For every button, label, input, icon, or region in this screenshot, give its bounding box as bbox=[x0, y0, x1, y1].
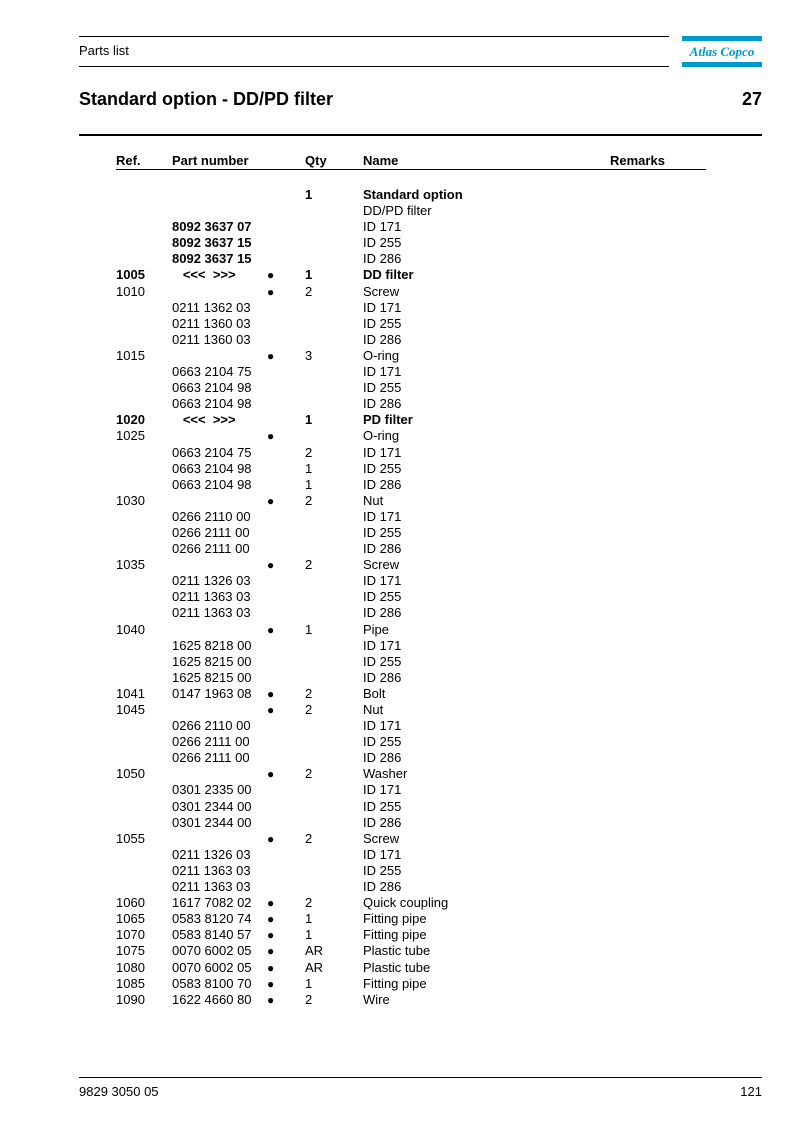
name-cell: Fitting pipe bbox=[363, 975, 427, 991]
name-cell: ID 286 bbox=[363, 396, 402, 412]
table-row bbox=[0, 686, 800, 702]
name-cell: ID 286 bbox=[363, 750, 402, 766]
table-row bbox=[0, 396, 800, 412]
part-number-cell: 0663 2104 98 bbox=[172, 380, 252, 396]
part-number-cell: 1625 8215 00 bbox=[172, 653, 252, 669]
qty-cell: 2 bbox=[305, 895, 313, 911]
part-number-cell: 8092 3637 15 bbox=[172, 251, 252, 267]
table-row bbox=[0, 847, 800, 863]
table-row bbox=[0, 702, 800, 718]
part-number-cell: 0266 2111 00 bbox=[172, 734, 250, 750]
name-cell: ID 286 bbox=[363, 605, 402, 621]
table-row bbox=[0, 380, 800, 396]
ref-cell: 1030 bbox=[116, 492, 145, 508]
column-header-name: Name bbox=[363, 153, 399, 168]
qty-cell: AR bbox=[305, 959, 324, 975]
part-number-cell: 0301 2344 00 bbox=[172, 814, 252, 830]
ref-cell: 1050 bbox=[116, 766, 145, 782]
part-number-cell: 0211 1363 03 bbox=[172, 879, 251, 895]
qty-cell: 1 bbox=[305, 975, 313, 991]
name-cell: ID 171 bbox=[363, 299, 402, 315]
part-number-cell: 0583 8100 70 bbox=[172, 975, 252, 991]
name-cell: ID 171 bbox=[363, 718, 402, 734]
part-number-cell: 0211 1360 03 bbox=[172, 315, 251, 331]
name-cell: ID 286 bbox=[363, 476, 402, 492]
column-header-part-number: Part number bbox=[172, 153, 249, 168]
name-cell: ID 171 bbox=[363, 364, 402, 380]
table-row bbox=[0, 541, 800, 557]
qty-cell: 3 bbox=[305, 347, 313, 363]
part-number-cell: 0070 6002 05 bbox=[172, 959, 252, 975]
name-cell: ID 255 bbox=[363, 315, 402, 331]
qty-cell: 1 bbox=[305, 460, 313, 476]
name-cell: ID 286 bbox=[363, 331, 402, 347]
name-cell: Plastic tube bbox=[363, 943, 431, 959]
name-cell: O-ring bbox=[363, 347, 400, 363]
part-number-cell: 0070 6002 05 bbox=[172, 943, 252, 959]
table-row bbox=[0, 799, 800, 815]
name-cell: ID 255 bbox=[363, 734, 402, 750]
table-row bbox=[0, 960, 800, 976]
name-cell: Standard option bbox=[363, 187, 463, 202]
document-number: 9829 3050 05 bbox=[79, 1084, 159, 1099]
ref-cell: 1040 bbox=[116, 621, 145, 637]
table-row bbox=[0, 895, 800, 911]
name-cell: ID 255 bbox=[363, 653, 402, 669]
parts-table bbox=[0, 187, 800, 1008]
table-row bbox=[0, 557, 800, 573]
bullet-marker: ● bbox=[267, 348, 275, 363]
name-cell: Quick coupling bbox=[363, 895, 449, 911]
bullet-marker: ● bbox=[267, 703, 275, 717]
header-label: Parts list bbox=[79, 43, 129, 58]
table-row bbox=[0, 927, 800, 943]
bullet-marker: ● bbox=[267, 767, 275, 782]
bullet-marker: ● bbox=[267, 686, 275, 701]
ref-cell: 1035 bbox=[116, 557, 145, 573]
table-row bbox=[0, 348, 800, 364]
part-number-cell: 0211 1363 03 bbox=[172, 862, 251, 878]
table-row bbox=[0, 235, 800, 251]
table-row bbox=[0, 911, 800, 927]
part-number-cell: 0663 2104 98 bbox=[172, 460, 252, 476]
name-cell: PD filter bbox=[363, 412, 413, 428]
qty-cell: 2 bbox=[305, 685, 313, 701]
qty-cell: 1 bbox=[305, 267, 313, 283]
qty-cell: 2 bbox=[305, 830, 313, 846]
bullet-marker: ● bbox=[267, 622, 275, 637]
part-number-cell: <<< >>> bbox=[172, 412, 236, 428]
name-cell: ID 171 bbox=[363, 846, 402, 862]
atlas-copco-logo bbox=[682, 36, 762, 67]
name-cell: O-ring bbox=[363, 428, 400, 444]
part-number-cell: 0266 2110 00 bbox=[172, 718, 251, 734]
part-number-cell: 0211 1326 03 bbox=[172, 846, 251, 862]
bullet-marker: ● bbox=[267, 268, 275, 283]
qty-cell: 1 bbox=[305, 927, 313, 943]
header-rule-top bbox=[79, 36, 669, 37]
ref-cell: 1060 bbox=[116, 895, 145, 911]
qty-cell: 2 bbox=[305, 283, 313, 299]
ref-cell: 1085 bbox=[116, 975, 145, 991]
table-row bbox=[0, 251, 800, 267]
part-number-cell: 1622 4660 80 bbox=[172, 991, 252, 1007]
table-row bbox=[0, 267, 800, 283]
name-cell: ID 255 bbox=[363, 235, 402, 251]
ref-cell: 1055 bbox=[116, 830, 145, 846]
table-row bbox=[0, 670, 800, 686]
qty-cell: 2 bbox=[305, 557, 313, 573]
table-row bbox=[0, 992, 800, 1008]
name-cell: Pipe bbox=[363, 621, 390, 637]
name-cell: Wire bbox=[363, 991, 390, 1007]
name-cell: ID 286 bbox=[363, 814, 402, 830]
table-row bbox=[0, 863, 800, 879]
bullet-marker: ● bbox=[267, 976, 275, 991]
ref-cell: 1020 bbox=[116, 412, 145, 428]
name-cell: Screw bbox=[363, 830, 400, 846]
name-cell: ID 255 bbox=[363, 380, 402, 396]
bullet-marker: ● bbox=[267, 429, 275, 444]
qty-cell: 1 bbox=[305, 412, 313, 428]
name-cell: ID 171 bbox=[363, 637, 402, 653]
name-cell: Washer bbox=[363, 766, 408, 782]
table-row bbox=[0, 284, 800, 300]
bullet-marker: ● bbox=[267, 558, 275, 573]
name-cell: Fitting pipe bbox=[363, 927, 427, 943]
page-title: Standard option - DD/PD filter bbox=[79, 89, 333, 109]
name-cell: DD/PD filter bbox=[363, 203, 432, 219]
name-cell: ID 171 bbox=[363, 508, 402, 524]
table-row bbox=[0, 445, 800, 461]
table-row bbox=[0, 879, 800, 895]
ref-cell: 1070 bbox=[116, 927, 145, 943]
table-row bbox=[0, 976, 800, 992]
name-cell: Screw bbox=[363, 557, 400, 573]
name-cell: ID 255 bbox=[363, 862, 402, 878]
svg-text:Atlas Copco: Atlas Copco bbox=[689, 44, 755, 59]
table-row bbox=[0, 589, 800, 605]
name-cell: ID 255 bbox=[363, 589, 402, 605]
ref-cell: 1080 bbox=[116, 959, 145, 975]
table-row bbox=[0, 332, 800, 348]
part-number-cell: 0211 1363 03 bbox=[172, 589, 251, 605]
name-cell: ID 255 bbox=[363, 524, 402, 540]
part-number-cell: 0211 1362 03 bbox=[172, 299, 251, 315]
part-number-cell: 8092 3637 07 bbox=[172, 219, 252, 235]
ref-cell: 1041 bbox=[116, 685, 145, 701]
name-cell: ID 286 bbox=[363, 669, 402, 685]
title-rule bbox=[79, 134, 762, 136]
name-cell: ID 286 bbox=[363, 879, 402, 895]
name-cell: Nut bbox=[363, 492, 384, 508]
part-number-cell: 0266 2111 00 bbox=[172, 541, 250, 557]
name-cell: ID 255 bbox=[363, 460, 402, 476]
table-row bbox=[0, 493, 800, 509]
ref-cell: 1005 bbox=[116, 267, 145, 283]
ref-cell: 1075 bbox=[116, 943, 145, 959]
name-cell: ID 171 bbox=[363, 444, 402, 460]
table-row bbox=[0, 815, 800, 831]
bullet-marker: ● bbox=[267, 831, 275, 846]
table-row bbox=[0, 573, 800, 589]
part-number-cell: 0211 1363 03 bbox=[172, 605, 251, 621]
name-cell: ID 171 bbox=[363, 219, 402, 235]
bullet-marker: ● bbox=[267, 944, 275, 959]
column-header-rule bbox=[116, 169, 706, 170]
table-row bbox=[0, 831, 800, 847]
table-row bbox=[0, 622, 800, 638]
section-number: 27 bbox=[741, 89, 762, 109]
part-number-cell: 0211 1360 03 bbox=[172, 331, 251, 347]
page-number: 121 bbox=[740, 1084, 762, 1099]
table-row bbox=[0, 316, 800, 332]
table-row bbox=[0, 187, 800, 203]
table-row bbox=[0, 525, 800, 541]
part-number-cell: 0266 2111 00 bbox=[172, 750, 250, 766]
name-cell: ID 171 bbox=[363, 573, 402, 589]
name-cell: Bolt bbox=[363, 685, 386, 701]
qty-cell: 2 bbox=[305, 702, 313, 717]
bullet-marker: ● bbox=[267, 960, 275, 975]
qty-cell: 1 bbox=[305, 621, 313, 637]
table-row bbox=[0, 461, 800, 477]
part-number-cell: 0147 1963 08 bbox=[172, 685, 252, 701]
bullet-marker: ● bbox=[267, 992, 275, 1007]
column-header-remarks: Remarks bbox=[610, 153, 665, 168]
ref-cell: 1065 bbox=[116, 911, 145, 927]
bullet-marker: ● bbox=[267, 896, 275, 911]
part-number-cell: 0663 2104 75 bbox=[172, 444, 252, 460]
name-cell: Nut bbox=[363, 702, 384, 717]
qty-cell: 1 bbox=[305, 911, 313, 927]
table-row bbox=[0, 300, 800, 316]
qty-cell: 2 bbox=[305, 991, 313, 1007]
table-row bbox=[0, 766, 800, 782]
part-number-cell: 1617 7082 02 bbox=[172, 895, 252, 911]
qty-cell: 2 bbox=[305, 766, 313, 782]
table-row bbox=[0, 734, 800, 750]
name-cell: ID 171 bbox=[363, 782, 402, 798]
table-row bbox=[0, 219, 800, 235]
part-number-cell: 0301 2344 00 bbox=[172, 798, 252, 814]
table-row bbox=[0, 782, 800, 798]
part-number-cell: 0663 2104 98 bbox=[172, 476, 252, 492]
qty-cell: 2 bbox=[305, 492, 313, 508]
qty-cell: AR bbox=[305, 943, 324, 959]
name-cell: Screw bbox=[363, 283, 400, 299]
bullet-marker: ● bbox=[267, 493, 275, 508]
ref-cell: 1025 bbox=[116, 428, 145, 444]
name-cell: ID 255 bbox=[363, 798, 402, 814]
column-header-ref: Ref. bbox=[116, 153, 141, 168]
bullet-marker: ● bbox=[267, 928, 275, 943]
part-number-cell: 0663 2104 98 bbox=[172, 396, 252, 412]
table-row bbox=[0, 943, 800, 959]
part-number-cell: <<< >>> bbox=[172, 267, 236, 283]
header-rule-bottom bbox=[79, 66, 669, 67]
ref-cell: 1090 bbox=[116, 991, 145, 1007]
part-number-cell: 0663 2104 75 bbox=[172, 364, 252, 380]
table-row bbox=[0, 412, 800, 428]
table-row bbox=[0, 203, 800, 219]
part-number-cell: 0583 8140 57 bbox=[172, 927, 252, 943]
bullet-marker: ● bbox=[267, 284, 275, 299]
table-row bbox=[0, 718, 800, 734]
table-row bbox=[0, 605, 800, 621]
ref-cell: 1010 bbox=[116, 283, 145, 299]
name-cell: ID 286 bbox=[363, 541, 402, 557]
qty-cell: 2 bbox=[305, 444, 313, 460]
name-cell: DD filter bbox=[363, 267, 414, 283]
name-cell: Plastic tube bbox=[363, 959, 431, 975]
qty-cell: 1 bbox=[305, 476, 313, 492]
name-cell: ID 286 bbox=[363, 251, 402, 267]
part-number-cell: 0266 2110 00 bbox=[172, 508, 251, 524]
bullet-marker: ● bbox=[267, 912, 275, 927]
name-cell: Fitting pipe bbox=[363, 911, 427, 927]
part-number-cell: 0211 1326 03 bbox=[172, 573, 251, 589]
part-number-cell: 0583 8120 74 bbox=[172, 911, 252, 927]
table-row bbox=[0, 477, 800, 493]
table-row bbox=[0, 638, 800, 654]
part-number-cell: 0266 2111 00 bbox=[172, 524, 250, 540]
part-number-cell: 1625 8218 00 bbox=[172, 637, 252, 653]
footer-rule bbox=[79, 1077, 762, 1078]
table-row bbox=[0, 509, 800, 525]
table-row bbox=[0, 428, 800, 444]
table-row bbox=[0, 654, 800, 670]
part-number-cell: 8092 3637 15 bbox=[172, 235, 252, 251]
part-number-cell: 0301 2335 00 bbox=[172, 782, 252, 798]
table-row bbox=[0, 364, 800, 380]
part-number-cell: 1625 8215 00 bbox=[172, 669, 252, 685]
ref-cell: 1015 bbox=[116, 347, 145, 363]
ref-cell: 1045 bbox=[116, 702, 145, 717]
column-header-qty: Qty bbox=[305, 153, 327, 168]
qty-cell: 1 bbox=[305, 187, 313, 202]
table-row bbox=[0, 750, 800, 766]
